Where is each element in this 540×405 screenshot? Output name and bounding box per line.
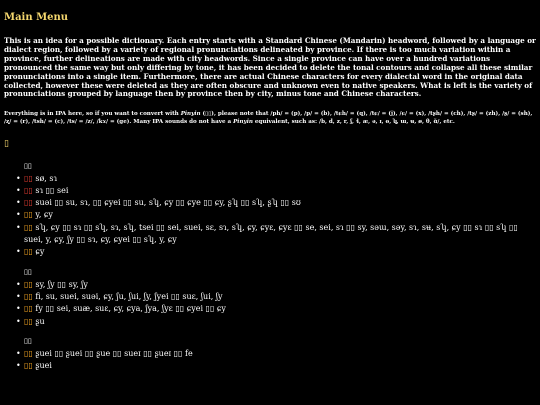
pronunciations: ʂu	[32, 316, 45, 326]
list-item	[24, 209, 536, 221]
list-item	[24, 303, 536, 315]
region-link[interactable]: ▯▯	[24, 279, 33, 289]
page-title: Main Menu	[4, 12, 69, 23]
group-heading: ▯▯	[24, 267, 32, 276]
ipa-note	[4, 111, 536, 126]
region-link[interactable]: ▯▯	[24, 210, 33, 220]
pronunciations: sø, sɿ	[32, 173, 58, 183]
list-item	[24, 197, 536, 209]
entry-list	[4, 173, 536, 259]
pronunciations: ɕy	[32, 247, 45, 257]
list-item	[24, 185, 536, 197]
pronunciations: sʮ, ɕy ▯▯ sɿ ▯▯ sʮ, sɿ, sʮ, tsei ▯▯ sei, suei, sɛ, sɿ, sʮ, ɕy, ɕyɛ, ɕyɛ ▯▯ se, sei, sɿ ▯▯ sy, səɯ, səy, sɿ, sʉ, sʮ, ɕy ▯▯ sɿ ▯▯ sʮ ▯▯ suei, y, ɕy, ʃy ▯▯ sɿ, ɕy, ɕyei ▯▯ sʮ, y, ɕy	[24, 222, 518, 245]
group-heading: ▯▯	[24, 336, 32, 345]
group-heading: ▯▯	[24, 161, 32, 170]
list-item	[24, 316, 536, 328]
entry-group	[4, 336, 536, 373]
pronunciations: fy ▯▯ sei, suæ, suɛ, ɕy, ɕya, ʃya, ʃyɛ ▯▯ ɕyei ▯▯ ɕy	[32, 304, 226, 314]
region-link[interactable]: ▯▯	[24, 361, 33, 371]
intro-paragraph: This is an idea for a possible dictionary. Each entry starts with a Standard Chinese (Mandarin) headword, followed by a language or dialect region, followed by a variety of regional pronunciations delineated by province. If there is too much variation within a province, further delineations are made with city headwords. Since a single province can have over a hundred variations pronounced the same way but only differing by tone, it has been decided to delete the tonal contours and collapse all these similar pronunciations into a single item. Furthermore, there are actual Chinese characters for every dialectal word in the original data collected, however these were deleted as they are often obscure and unknown even to native speakers. What is left is the variety of pronunciations grouped by language then by province then by city, minus tone and Chinese characters.	[4, 36, 536, 99]
region-link[interactable]: ▯▯	[24, 291, 33, 301]
region-link[interactable]: ▯▯	[24, 222, 33, 232]
region-link[interactable]: ▯▯	[24, 348, 33, 358]
list-item	[24, 291, 536, 303]
pinyin-term: Pinyin	[233, 118, 253, 125]
pinyin-term: Pinyin	[180, 111, 201, 118]
pronunciations: suəi ▯▯ su, sɿ, ▯▯ ɕyei ▯▯ su, sʮ, ɕy ▯▯ ɕye ▯▯ ɕy, ʂʮ ▯▯ sʮ, ʂʮ ▯▯ sʊ	[32, 198, 301, 208]
entry-groups	[4, 161, 536, 373]
region-link[interactable]: ▯▯	[24, 185, 33, 195]
ipa-note-lead: Everything is in IPA here, so if you want to convert with	[4, 111, 181, 118]
pronunciations: sy, ʃy ▯▯ sy, ʃy	[32, 279, 88, 289]
pronunciations: y, ɕy	[32, 210, 53, 220]
region-link[interactable]: ▯▯	[24, 247, 33, 257]
list-item	[24, 279, 536, 291]
entry-list	[4, 348, 536, 373]
list-item	[24, 173, 536, 185]
pronunciations: fi, su, suei, suəi, ɕy, ʃu, ʃui, ʃy, ʃyei ▯▯ suɛ, ʃui, ʃy	[32, 291, 223, 301]
region-link[interactable]: ▯▯	[24, 304, 33, 314]
list-item	[24, 222, 536, 247]
list-item	[24, 348, 536, 360]
pronunciations: ʂuei	[32, 361, 52, 371]
pronunciations: sɿ ▯▯ sei	[32, 185, 69, 195]
ipa-note-mappings: (▯▯), please note that /ph/ = (p), /p/ = (b), /tɕh/ = (q), /tɕ/ = (j), /ɕ/ = (x), /tʂh/ = (ch), /tʂ/ = (zh), /ʂ/ = (sh), /ʐ/ = (r), /tsh/ = (c), /ts/ = /z/, /kɤ/ = (ge). Many IPA sounds do not have a	[4, 111, 533, 125]
list-item	[24, 246, 536, 258]
region-link[interactable]: ▯▯	[24, 198, 33, 208]
entry-list	[4, 279, 536, 328]
ipa-note-tail: equivalent, such as: /b, d, z, r, ʃ, ɬ, æ, ə, ɪ, ɵ, ʮ, ɯ, ʉ, ø, θ, ɑ̃/, etc.	[252, 118, 455, 125]
region-link[interactable]: ▯▯	[24, 173, 33, 183]
entry-group	[4, 161, 536, 259]
entry-group	[4, 267, 536, 328]
list-item	[24, 360, 536, 372]
pronunciations: ʂuei ▯▯ ʂuei ▯▯ ʂue ▯▯ sueɪ ▯▯ ʂueɪ ▯▯ fe	[32, 348, 193, 358]
region-link[interactable]: ▯▯	[24, 316, 33, 326]
nav-link-icon[interactable]: ▯	[4, 138, 9, 149]
